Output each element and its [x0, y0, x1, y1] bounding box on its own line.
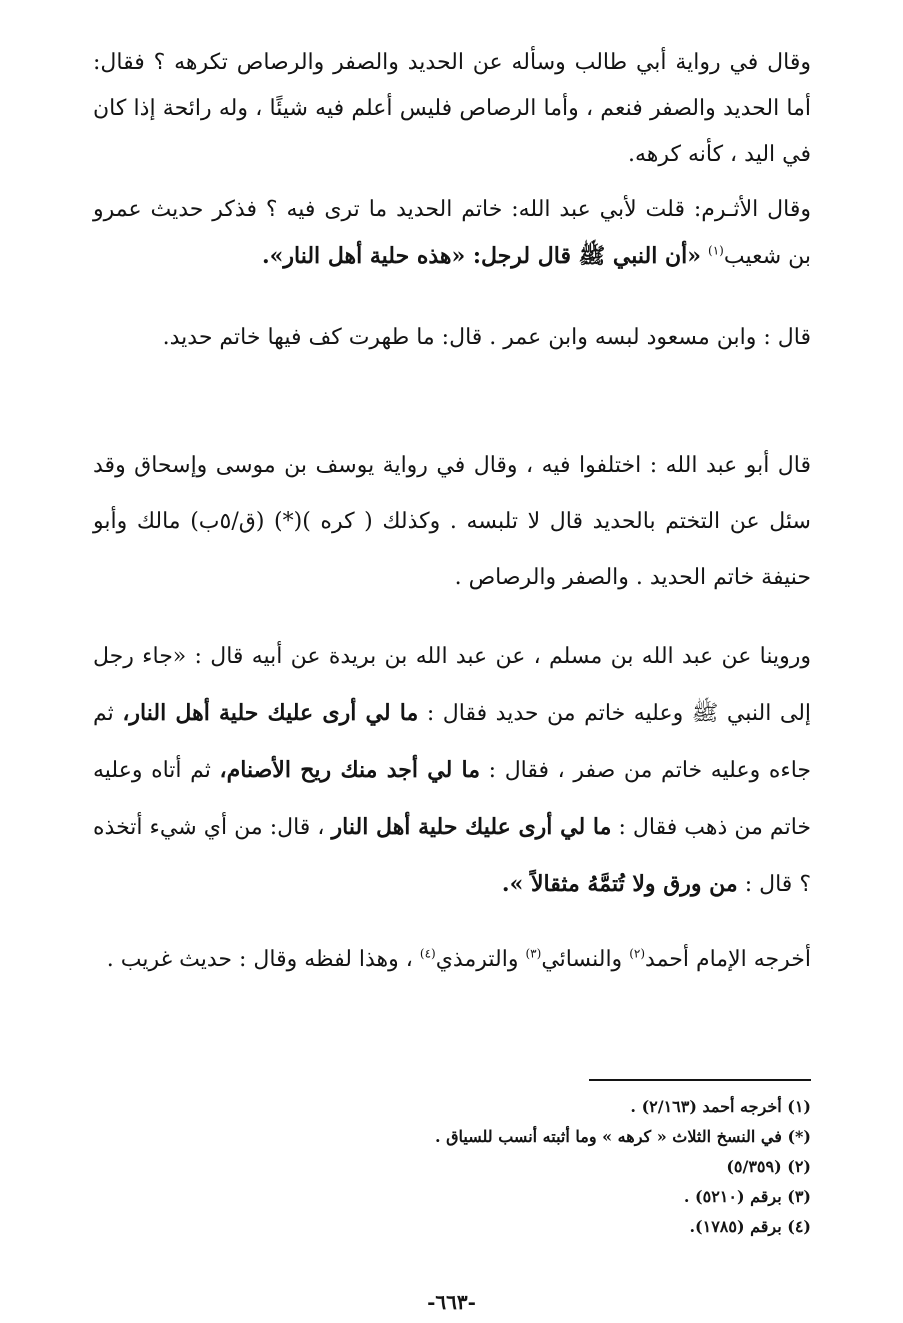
- hadith-mid-3: ، قال: من أي شيء أتخذه ؟ قال :: [93, 815, 811, 897]
- hadith-quote: «أن النبي ﷺ قال لرجل: «هذه حلية أهل النار».: [261, 243, 702, 269]
- hadith-quote-1: ما لي أرى عليك حلية أهل النار،: [122, 700, 419, 726]
- footnote-asterisk: (*) في النسخ الثلاث « كرهه » وما أثبته أنسب للسياق .: [434, 1127, 811, 1146]
- footnote-2: (٢) (٥/٣٥٩): [726, 1157, 811, 1176]
- paragraph-abu-abdullah: قال أبو عبد الله : اختلفوا فيه ، وقال في رواية يوسف بن موسى وإسحاق وقد سئل عن التختم بالحديد قال لا تلبسه . وكذلك ( كره )(*) (ق/٥ب) مالك وأبو حنيفة خاتم الحديد . والصفر والرصاص .: [93, 453, 811, 590]
- hadith-quote-2: ما لي أجد منك ريح الأصنام،: [219, 757, 481, 783]
- footnote-ref-1[interactable]: (١): [708, 243, 724, 258]
- hadith-intro: وروينا عن عبد الله بن مسلم ، عن عبد الله بن بريدة عن أبيه قال : «جاء رجل إلى النبي ﷺ وعليه خاتم من حديد فقال :: [93, 644, 812, 726]
- hadith-quote-3: ما لي أرى عليك حلية أهل النار: [331, 814, 612, 840]
- takhrij-ahmad: أخرجه الإمام أحمد: [645, 947, 811, 972]
- paragraph-athram: [93, 187, 811, 280]
- footnote-3: (٣) برقم (٥٢١٠) .: [683, 1187, 811, 1206]
- hadith-mid-2: ثم أتاه وعليه خاتم من ذهب فقال :: [93, 758, 812, 840]
- footnotes: [93, 1092, 811, 1242]
- paragraph-buraydah-hadith: [93, 628, 811, 913]
- paragraph-takhrij: [93, 932, 811, 988]
- hadith-quote-4: من ورق ولا تُتمَّهُ مثقالاً ».: [501, 871, 738, 897]
- footnote-4: (٤) برقم (١٧٨٥).: [689, 1217, 811, 1236]
- footnote-ref-2[interactable]: (٢): [629, 946, 646, 961]
- athram-text: وقال الأثـرم: قلت لأبي عبد الله: خاتم الحديد ما ترى فيه ؟ فذكر حديث عمرو بن شعيب: [93, 197, 811, 269]
- paragraph-abu-talib: وقال في رواية أبي طالب وسأله عن الحديد والصفر والرصاص تكرهه ؟ فقال: أما الحديد والصفر فنعم ، وأما الرصاص فليس أعلم فيه شيئًا ، وله رائحة إذا كان في اليد ، كأنه كرهه.: [93, 50, 811, 167]
- takhrij-grading: ، وهذا لفظه وقال : حديث غريب .: [106, 947, 413, 972]
- takhrij-nasai: والنسائي: [541, 947, 623, 972]
- takhrij-tirmidhi: والترمذي: [435, 947, 519, 972]
- page-number: -٦٦٣-: [427, 1290, 476, 1314]
- hadith-mid-1: ثم جاءه وعليه خاتم من صفر ، فقال :: [93, 701, 811, 783]
- footnote-1: (١) أخرجه أحمد (٢/١٦٣) .: [630, 1097, 811, 1116]
- footnote-ref-3[interactable]: (٣): [525, 946, 542, 961]
- footnote-ref-4[interactable]: (٤): [419, 946, 436, 961]
- footnote-separator: [589, 1079, 811, 1081]
- paragraph-ibn-masud: قال : وابن مسعود لبسه وابن عمر . قال: ما طهرت كف فيها خاتم حديد.: [162, 325, 811, 350]
